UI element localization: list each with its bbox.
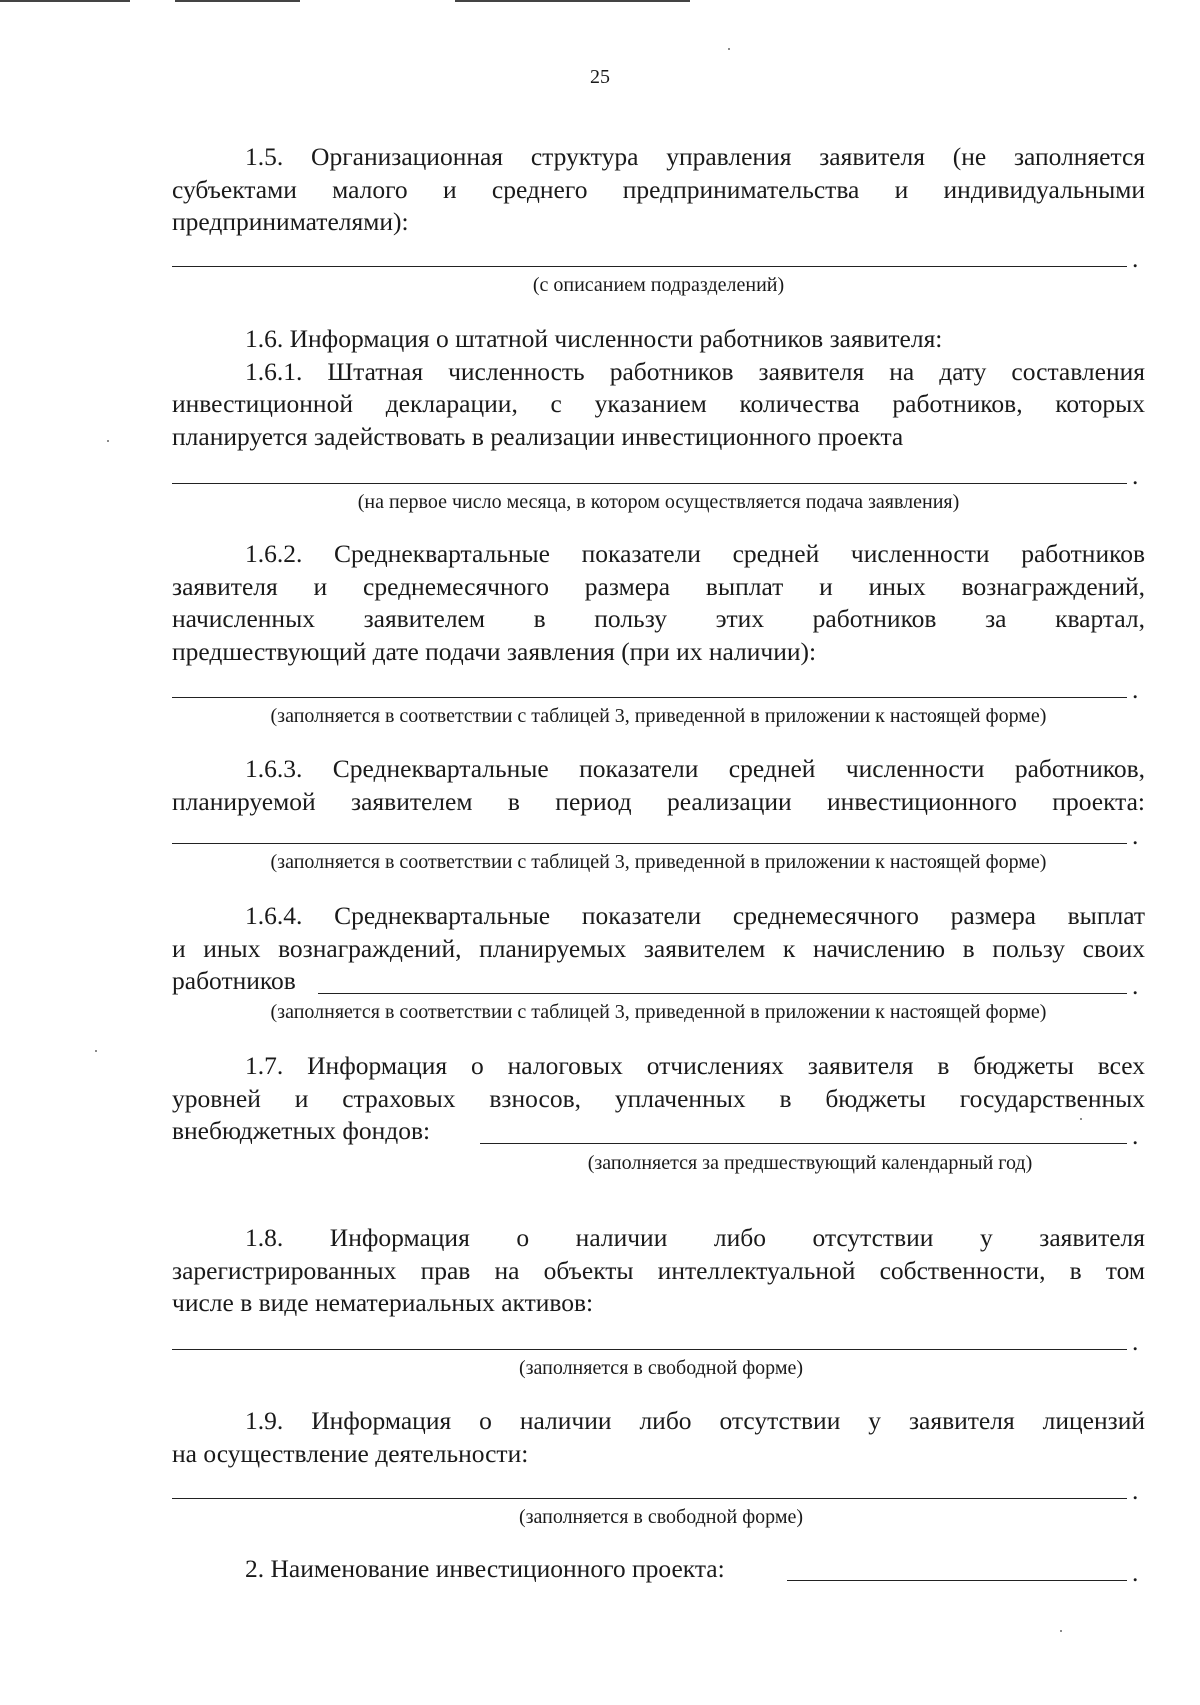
paragraph-line: на осуществление деятельности: [172,1438,529,1468]
paragraph-line: заявителя и среднемесячного размера выплат и иных вознаграждений, [172,571,1145,601]
field-caption: (на первое число месяца, в котором осуществляется подача заявления) [357,491,960,513]
line-end-period: . [1132,821,1139,850]
scan-artifact [0,0,130,2]
paragraph-line: планируемой заявителем в период реализации инвестиционного проекта: [172,786,1145,816]
line-end-period: . [1132,461,1139,490]
paragraph-line: 1.9. Информация о наличии либо отсутствии у заявителя лицензий [245,1406,1145,1435]
section-1-8 [172,1222,1145,1320]
paragraph-line: 1.6.1. Штатная численность работников заявителя на дату составления [245,356,1145,386]
paragraph-line: инвестиционной декларации, с указанием количества работников, которых [172,389,1145,418]
scan-speck [107,440,109,442]
paragraph-line: 1.8. Информация о наличии либо отсутствии у заявителя [245,1223,1145,1252]
field-caption: (заполняется за предшествующий календарный год) [587,1152,1033,1174]
project-name-field[interactable] [787,1580,1127,1581]
scan-speck [95,1050,97,1052]
scan-artifact [455,0,690,2]
fill-in-line[interactable] [172,1498,1127,1499]
paragraph-line: работников [172,966,296,995]
scan-speck [728,48,730,50]
paragraph-line: внебюджетных фондов: [172,1116,431,1145]
line-end-period: . [1132,1558,1139,1587]
section-1-5 [172,141,1145,239]
field-caption: (заполняется в свободной форме) [518,1357,804,1379]
section-heading: 1.6. Информация о штатной численности работников заявителя: [245,324,943,353]
paragraph-line: и иных вознаграждений, планируемых заявителем к начислению в пользу своих [172,933,1145,963]
paragraph-line: 1.6.4. Среднеквартальные показатели среднемесячного размера выплат [245,901,1145,930]
paragraph-line: субъектами малого и среднего предпринимательства и индивидуальными [172,174,1145,204]
field-caption: (заполняется в соответствии с таблицей 3, приведенной в приложении к настоящей форме) [270,1001,1047,1023]
section-1-6-3 [172,753,1145,818]
section-1-6-2 [172,538,1145,668]
paragraph-line: уровней и страховых взносов, уплаченных в бюджеты государственных [172,1083,1145,1113]
fill-in-line[interactable] [318,993,1127,994]
paragraph-line: предшествующий дате подачи заявления (при их наличии): [172,636,817,666]
fill-in-line[interactable] [172,697,1127,698]
paragraph-line: предпринимателями): [172,207,409,236]
paragraph-line: 1.5. Организационная структура управления заявителя (не заполняется [245,142,1145,171]
line-end-period: . [1132,244,1139,273]
paragraph-line: 1.7. Информация о налоговых отчислениях заявителя в бюджеты всех [245,1051,1145,1080]
fill-in-line[interactable] [480,1143,1127,1144]
fill-in-line[interactable] [172,483,1127,484]
field-caption: (заполняется в соответствии с таблицей 3, приведенной в приложении к настоящей форме) [270,851,1047,873]
line-end-period: . [1132,971,1139,1000]
line-end-period: . [1132,1121,1139,1150]
section-1-7 [172,1050,1145,1148]
field-caption: (заполняется в свободной форме) [518,1506,804,1528]
paragraph-line: планируется задействовать в реализации инвестиционного проекта [172,421,904,451]
paragraph-line: зарегистрированных прав на объекты интеллектуальной собственности, в том [172,1255,1145,1285]
scan-artifact [175,0,300,2]
paragraph-line: 1.6.3. Среднеквартальные показатели средней численности работников, [245,754,1145,783]
line-end-period: . [1132,675,1139,704]
field-caption: (с описанием подразделений) [532,274,785,296]
line-end-period: . [1132,1476,1139,1505]
section-2-label: 2. Наименование инвестиционного проекта: [245,1554,725,1583]
fill-in-line[interactable] [172,1349,1127,1350]
fill-in-line[interactable] [172,266,1127,267]
line-end-period: . [1132,1327,1139,1356]
scan-speck [1060,1630,1062,1632]
field-caption: (заполняется в соответствии с таблицей 3, приведенной в приложении к настоящей форме) [270,705,1047,727]
fill-in-line[interactable] [172,843,1127,844]
section-1-6 [172,323,1145,453]
section-1-6-4 [172,900,1145,998]
paragraph-line: 1.6.2. Среднеквартальные показатели средней численности работников [245,539,1145,568]
paragraph-line: начисленных заявителем в пользу этих работников за квартал, [172,604,1145,633]
page-number: 25 [590,66,610,88]
section-1-9 [172,1405,1145,1470]
paragraph-line: числе в виде нематериальных активов: [172,1288,594,1317]
